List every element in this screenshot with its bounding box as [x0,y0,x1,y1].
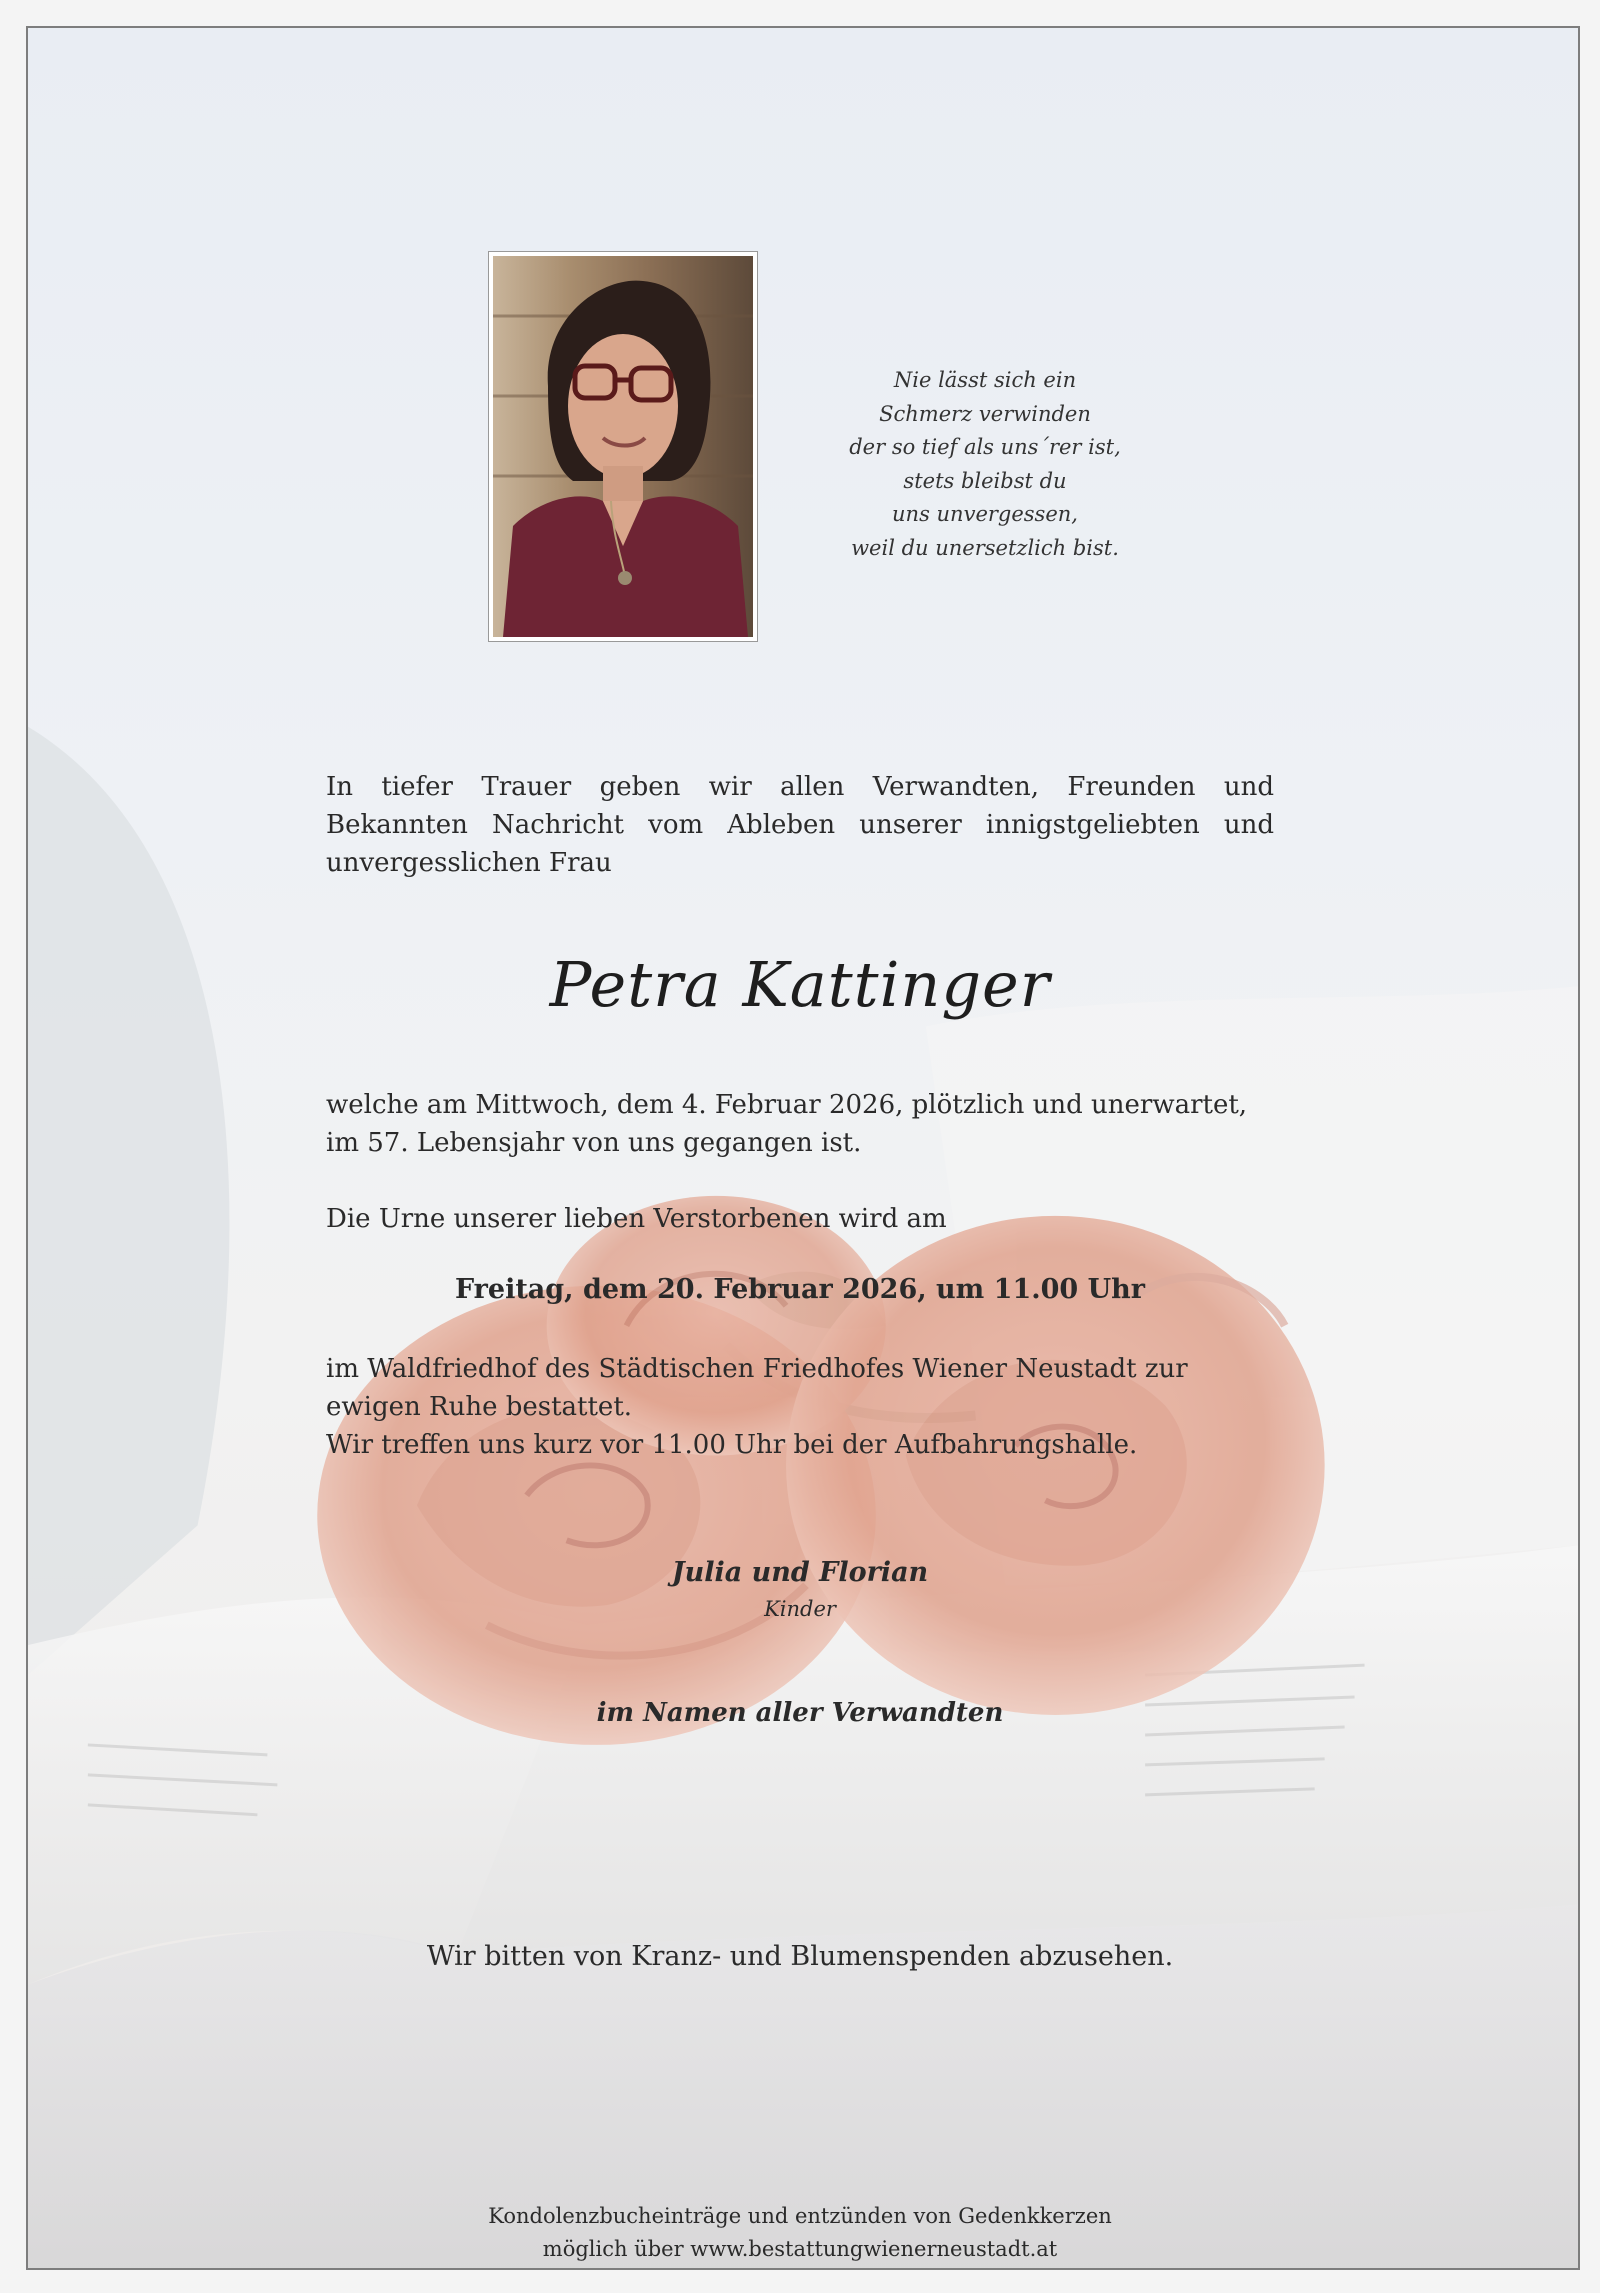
footer-line: möglich über www.bestattungwienerneustadt.at [542,2237,1058,2261]
death-details [326,1086,1274,1162]
burial-line: im Waldfriedhof des Städtischen Friedhofes Wiener Neustadt zur [326,1354,1188,1384]
burial-date-time: Freitag, dem 20. Februar 2026, um 11.00 Uhr [454,1274,1146,1305]
poem-line: Schmerz verwinden [879,401,1091,426]
family-line: im Namen aller Verwandten [596,1698,1004,1728]
signers-role: Kinder [764,1597,836,1621]
burial-line: ewigen Ruhe bestattet. [326,1392,633,1422]
death-line: im 57. Lebensjahr von uns gegangen ist. [326,1128,862,1158]
poem-line: uns unvergessen, [892,502,1078,526]
intro-paragraph [326,768,1274,882]
deceased-name: Petra Kattinger [549,948,1051,1021]
intro-line: In tiefer Trauer geben wir allen Verwandten, Freunden und [326,772,1274,802]
poem-line: weil du unersetzlich bist. [851,535,1119,560]
donation-request: Wir bitten von Kranz- und Blumenspenden abzusehen. [426,1941,1174,1972]
intro-line: unvergesslichen Frau [326,848,612,878]
burial-line: Wir treffen uns kurz vor 11.00 Uhr bei der Aufbahrungshalle. [326,1430,1138,1460]
intro-line: Bekannten Nachricht vom Ableben unserer innigstgeliebten und [326,810,1274,840]
poem-line: Nie lässt sich ein [893,368,1077,392]
poem-line: stets bleibst du [903,468,1067,493]
poem-line: der so tief als uns´rer ist, [849,435,1121,459]
signers: Julia und Florian [671,1557,929,1588]
condolence-footer [0,2200,1600,2266]
urn-intro-line: Die Urne unserer lieben Verstorbenen wird am [326,1204,947,1234]
poem [820,364,1150,565]
burial-details [326,1350,1274,1464]
portrait-frame [488,251,758,642]
footer-line: Kondolenzbucheinträge und entzünden von Gedenkkerzen [488,2204,1112,2228]
death-line: welche am Mittwoch, dem 4. Februar 2026, plötzlich und unerwartet, [326,1090,1248,1120]
background-haze [28,727,229,1675]
portrait-photo [493,256,753,637]
urn-intro [326,1200,1274,1238]
